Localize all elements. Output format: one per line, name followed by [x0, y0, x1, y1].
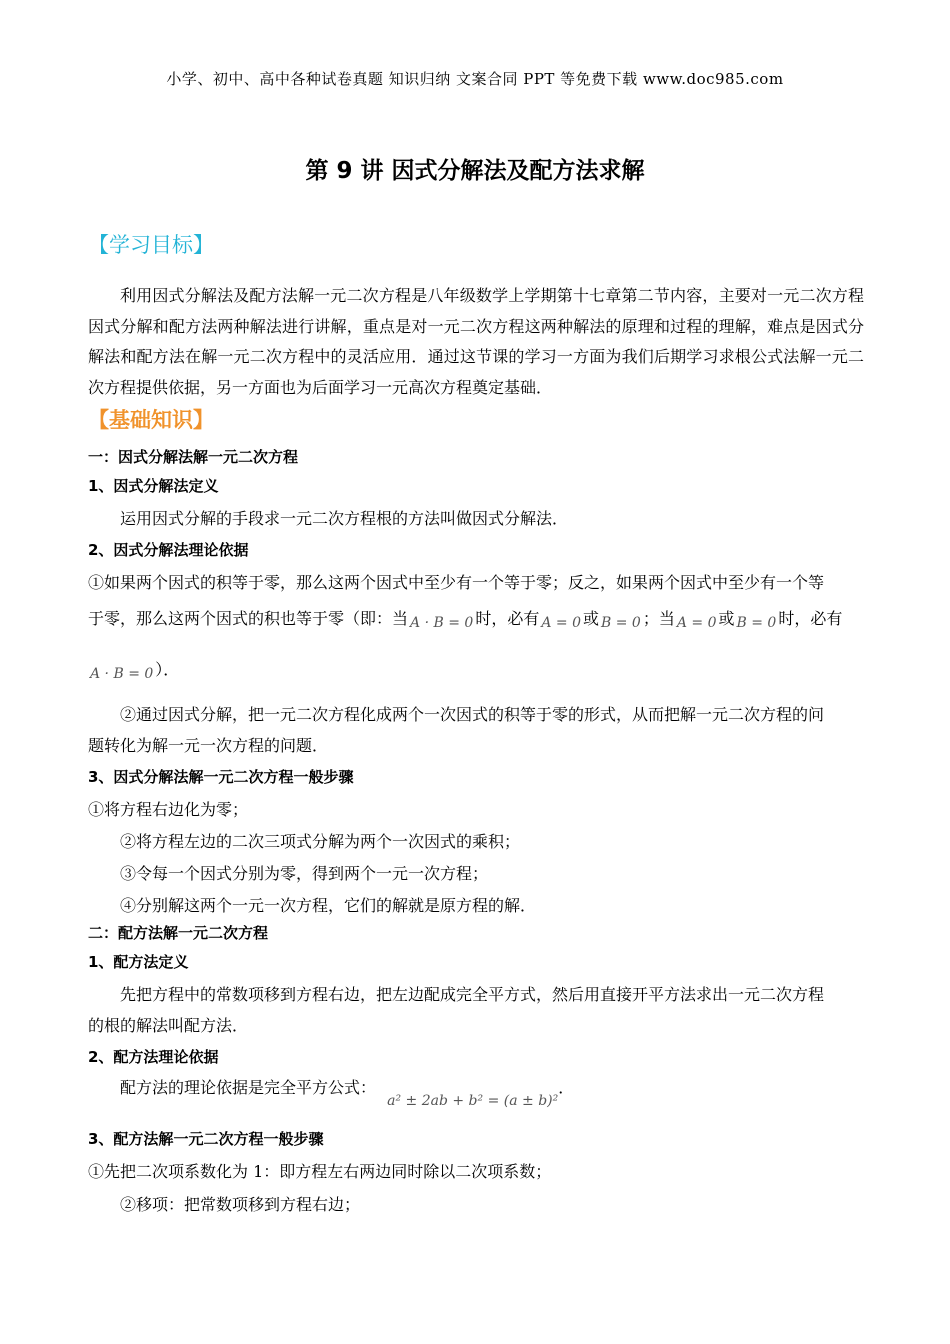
math-a-zero: A = 0 [541, 615, 581, 631]
s2-text-d: ；当 [642, 609, 675, 628]
t2-line [120, 1075, 900, 1109]
s2-p2-line1: ②通过因式分解，把一元二次方程化成两个一次因式的积等于零的形式，从而把解一元二次方程的问 [120, 705, 825, 724]
page-title: 第 9 讲 因式分解法及配方法求解 [305, 158, 645, 184]
t1-line2: 的根的解法叫配方法． [88, 1016, 249, 1035]
learning-goals-heading: 【学习目标】 [88, 233, 214, 257]
s3-step3: ③令每一个因式分别为零，得到两个一元一次方程； [120, 864, 489, 883]
basic-knowledge-heading: 【基础知识】 [88, 408, 214, 432]
math-a-zero-2: A = 0 [676, 615, 717, 631]
t2-text: 配方法的理论依据是完全平方公式： [120, 1078, 377, 1097]
t1-title: 1、配方法定义 [88, 953, 189, 971]
s1-text: 运用因式分解的手段求一元二次方程根的方法叫做因式分解法． [120, 509, 569, 528]
part2-title: 二：配方法解一元二次方程 [88, 924, 269, 942]
s2-line3 [88, 657, 868, 680]
part1-title: 一：因式分解法解一元二次方程 [88, 448, 299, 466]
s3-step4: ④分别解这两个一元一次方程，它们的解就是原方程的解． [120, 896, 537, 915]
s2-title: 2、因式分解法理论依据 [88, 541, 249, 559]
t3-step2: ②移项：把常数项移到方程右边； [120, 1195, 361, 1214]
perfect-square-formula: a² ± 2ab + b² = (a ± b)² [387, 1093, 559, 1109]
math-ab-zero: A · B = 0 [410, 615, 474, 631]
s3-step1: ①将方程右边化为零； [88, 800, 249, 819]
s2-line3-end: ）． [155, 660, 180, 679]
page-header: 小学、初中、高中各种试卷真题 知识归纳 文案合同 PPT 等免费下载 www.doc985.com [166, 70, 784, 88]
s2-line2 [88, 606, 868, 629]
math-b-zero: B = 0 [601, 615, 641, 631]
s2-text-a: 于零，那么这两个因式的积也等于零（即：当 [88, 609, 409, 628]
t1-line1: 先把方程中的常数项移到方程右边，把左边配成完全平方式，然后用直接开平方法求出一元二次方程 [120, 985, 825, 1004]
math-b-zero-2: B = 0 [736, 615, 777, 631]
t3-step1: ①先把二次项系数化为 1：即方程左右两边同时除以二次项系数； [88, 1162, 552, 1181]
s2-text-b: 时，必有 [475, 609, 540, 628]
s2-p2-line2: 题转化为解一元一次方程的问题． [88, 736, 329, 755]
s3-step2: ②将方程左边的二次三项式分解为两个一次因式的乘积； [120, 832, 521, 851]
s2-text-e: 或 [718, 609, 735, 628]
math-ab-zero-2: A · B = 0 [90, 666, 154, 682]
t2-title: 2、配方法理论依据 [88, 1048, 219, 1066]
t3-title: 3、配方法解一元二次方程一般步骤 [88, 1130, 324, 1148]
learning-goals-text: 利用因式分解法及配方法解一元二次方程是八年级数学上学期第十七章第二节内容，主要对一元二次方程因式分解和配方法两种解法进行讲解，重点是对一元二次方程这两种解法的原理和过程的理解，难点是因式分解法和配方法在解一元二次方程中的灵活应用．通过这节课的学习一方面为我们后期学习求根公式法解一元二次方程提供依据，另一方面也为后面学习一元高次方程奠定基础． [88, 286, 864, 397]
s1-title: 1、因式分解法定义 [88, 477, 219, 495]
s2-text-f: 时，必有 [778, 609, 843, 628]
s2-line1: ①如果两个因式的积等于零，那么这两个因式中至少有一个等于零；反之，如果两个因式中至少有一个等 [88, 573, 825, 592]
s3-title: 3、因式分解法解一元二次方程一般步骤 [88, 768, 354, 786]
t2-end: ． [558, 1078, 575, 1097]
s2-text-c: 或 [582, 609, 599, 628]
